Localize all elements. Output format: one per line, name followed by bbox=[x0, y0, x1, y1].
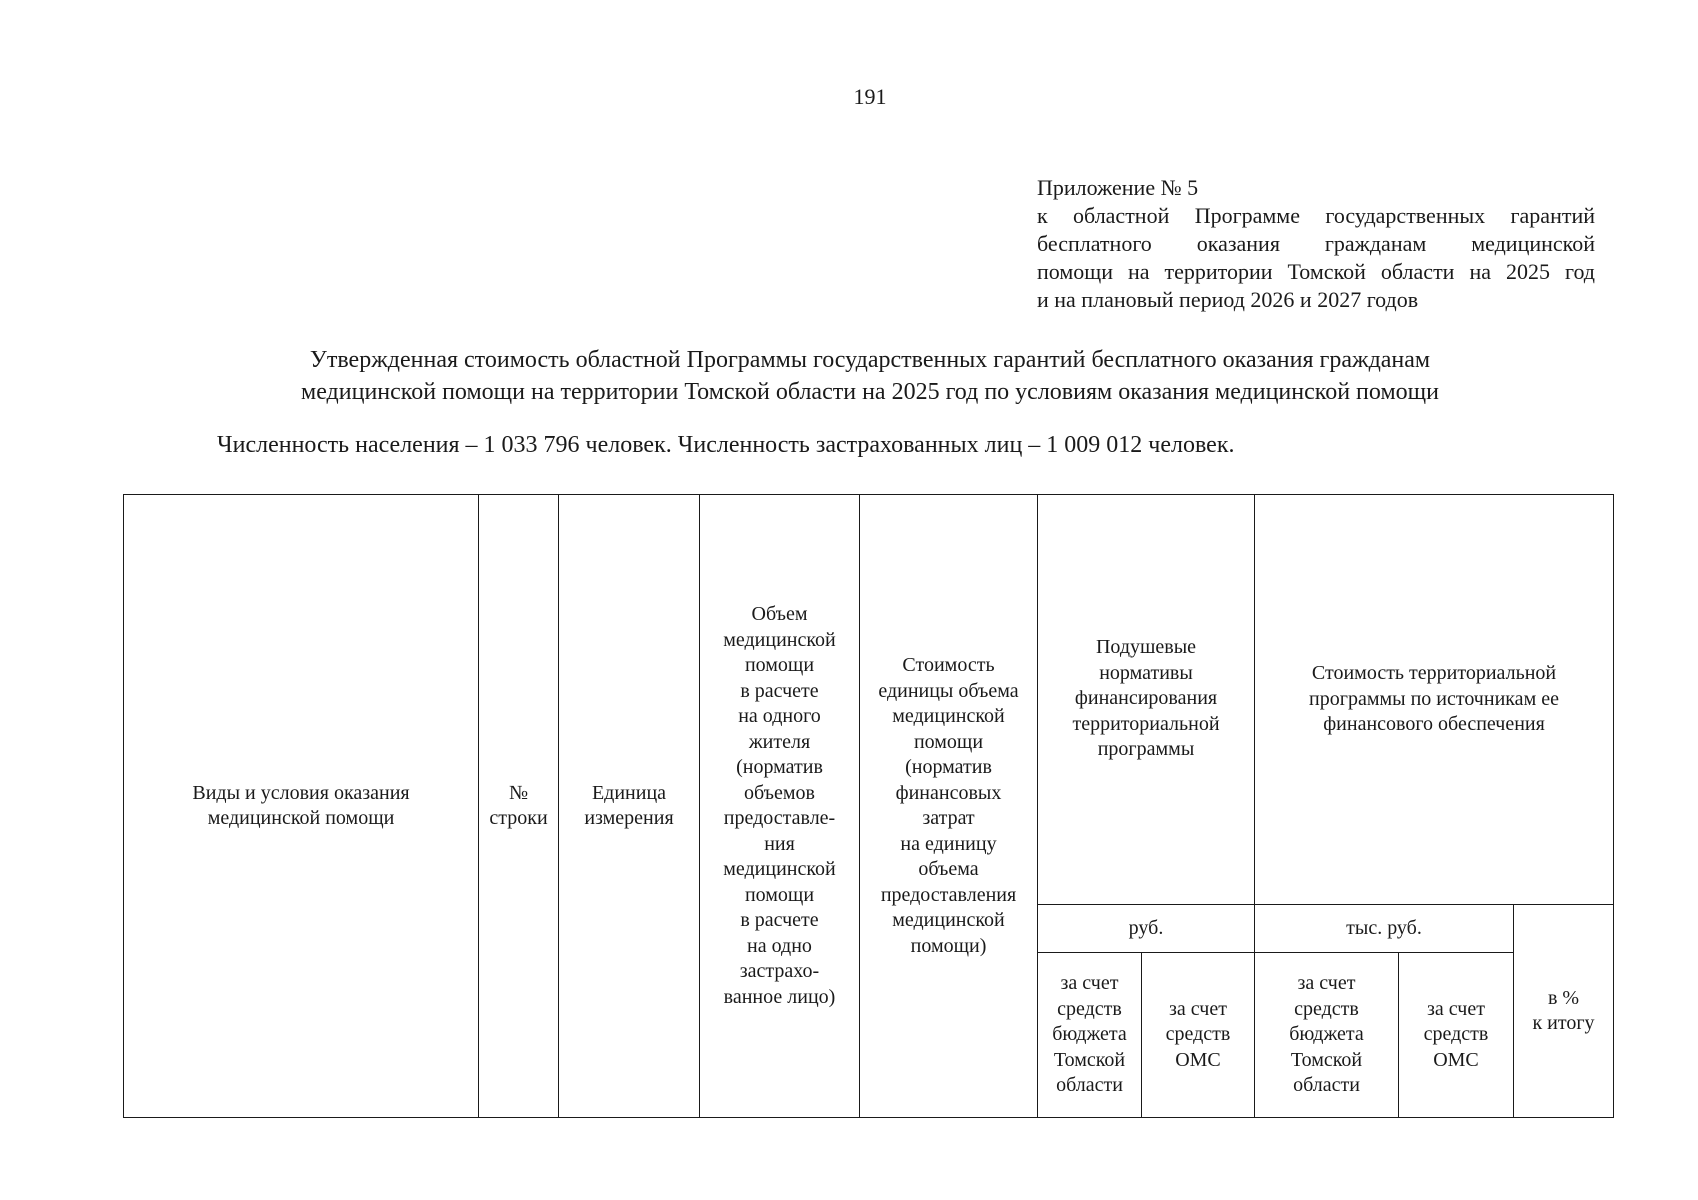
header-unit-thousand-rub: тыс. руб. bbox=[1255, 905, 1514, 953]
header-unit-cost: Стоимость единицы объема медицинской помощи (норматив финансовых затрат на единицу объема предоставления медицинской помощи) bbox=[860, 495, 1038, 1118]
appendix-block bbox=[1037, 174, 1595, 314]
header-per-capita-norms: Подушевые нормативы финансирования территориальной программы bbox=[1038, 495, 1255, 905]
appendix-line-2: к областной Программе государственных гарантий bbox=[1037, 203, 1595, 228]
header-row-number: № строки bbox=[479, 495, 559, 1118]
page-number: 191 bbox=[853, 84, 887, 109]
header-program-cost: Стоимость территориальной программы по источникам ее финансового обеспечения bbox=[1255, 495, 1614, 905]
appendix-line-5: и на плановый период 2026 и 2027 годов bbox=[1037, 287, 1419, 312]
appendix-line-3: бесплатного оказания гражданам медицинской bbox=[1037, 231, 1595, 256]
header-per-capita-budget: за счет средств бюджета Томской области bbox=[1038, 953, 1142, 1118]
header-volume-per-resident: Объем медицинской помощи в расчете на одного жителя (норматив объемов предоставле- ния медицинской помощи в расчете на одно застрахо- ванное лицо) bbox=[700, 495, 860, 1118]
header-unit-rub: руб. bbox=[1038, 905, 1255, 953]
population-statement: Численность населения – 1 033 796 человек. Численность застрахованных лиц – 1 009 012 человек. bbox=[217, 432, 1235, 458]
document-title bbox=[0, 344, 1698, 408]
header-cost-budget: за счет средств бюджета Томской области bbox=[1255, 953, 1399, 1118]
cost-table bbox=[123, 494, 1614, 1118]
header-cost-oms: за счет средств ОМС bbox=[1399, 953, 1514, 1118]
title-line-2: медицинской помощи на территории Томской области на 2025 год по условиям оказания медицинской помощи bbox=[301, 379, 1439, 405]
header-per-capita-oms: за счет средств ОМС bbox=[1142, 953, 1255, 1118]
header-care-types: Виды и условия оказания медицинской помощи bbox=[124, 495, 479, 1118]
header-unit: Единица измерения bbox=[559, 495, 700, 1118]
header-percent-of-total: в % к итогу bbox=[1514, 905, 1614, 1118]
title-line-1: Утвержденная стоимость областной Программы государственных гарантий бесплатного оказания гражданам bbox=[309, 347, 1431, 373]
appendix-line-4: помощи на территории Томской области на 2025 год bbox=[1037, 259, 1595, 284]
appendix-line-1: Приложение № 5 bbox=[1037, 175, 1199, 200]
